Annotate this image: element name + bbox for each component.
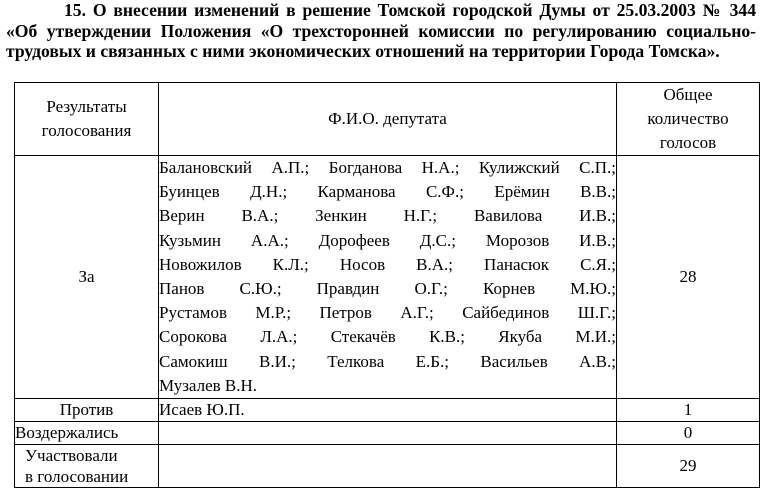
- table-row-za: [15, 156, 760, 399]
- row-label-za: За: [15, 156, 159, 399]
- deputies-line: Рустамов М.Р.; Петров А.Г.; Сайбединов Ш.Г.;: [159, 303, 616, 323]
- deputies-line: Музалев В.Н.: [159, 375, 258, 395]
- count-protiv: 1: [617, 399, 760, 422]
- table-header-row: [15, 83, 760, 156]
- resolution-heading: [6, 0, 756, 62]
- deputies-line: Буинцев Д.Н.; Карманова С.Ф.; Ерёмин В.В.;: [159, 182, 616, 202]
- deputies-line: Верин В.А.; Зенкин Н.Г.; Вавилова И.В.;: [159, 206, 616, 226]
- deputies-list-abstained: [159, 422, 617, 445]
- resolution-title: О внесении изменений в решение Томской городской Думы от 25.03.2003 № 344 «Об утверждении Положения «О трехсторонней комиссии по регулированию социально-трудовых и связанных с ними экономических отношений на территории Города Томска».: [6, 0, 756, 61]
- voting-results-table: [14, 82, 760, 488]
- resolution-number: 15.: [64, 0, 86, 20]
- deputies-line: Новожилов К.Л.; Носов В.А.; Панасюк С.Я.;: [159, 254, 616, 274]
- count-za: 28: [617, 156, 760, 399]
- deputies-list-participated: [159, 445, 617, 488]
- deputies-line: Панов С.Ю.; Правдин О.Г.; Корнев М.Ю.;: [159, 279, 616, 299]
- deputies-line: Самокиш В.И.; Телкова Е.Б.; Васильев А.В.;: [159, 351, 616, 371]
- row-label-participated: Участвовали в голосовании: [15, 445, 159, 488]
- deputies-line: Кузьмин А.А.; Дорофеев Д.С.; Морозов И.В.;: [159, 230, 616, 250]
- deputies-line: Сорокова Л.А.; Стекачёв К.В.; Якуба М.И.;: [159, 327, 616, 347]
- table-row-abstained: [15, 422, 760, 445]
- deputies-list-protiv: Исаев Ю.П.: [159, 399, 617, 422]
- deputies-list-za: [159, 156, 617, 399]
- header-results: Результаты голосования: [15, 83, 159, 156]
- header-total-votes: Общее количество голосов: [617, 83, 760, 156]
- count-participated: 29: [617, 445, 760, 488]
- table-row-protiv: [15, 399, 760, 422]
- row-label-protiv: Против: [15, 399, 159, 422]
- row-label-abstained: Воздержались: [15, 422, 159, 445]
- count-abstained: 0: [617, 422, 760, 445]
- header-deputy-name: Ф.И.О. депутата: [159, 83, 617, 156]
- deputies-line: Балановский А.П.; Богданова Н.А.; Кулижский С.П.;: [159, 158, 616, 177]
- table-row-participated: [15, 445, 760, 488]
